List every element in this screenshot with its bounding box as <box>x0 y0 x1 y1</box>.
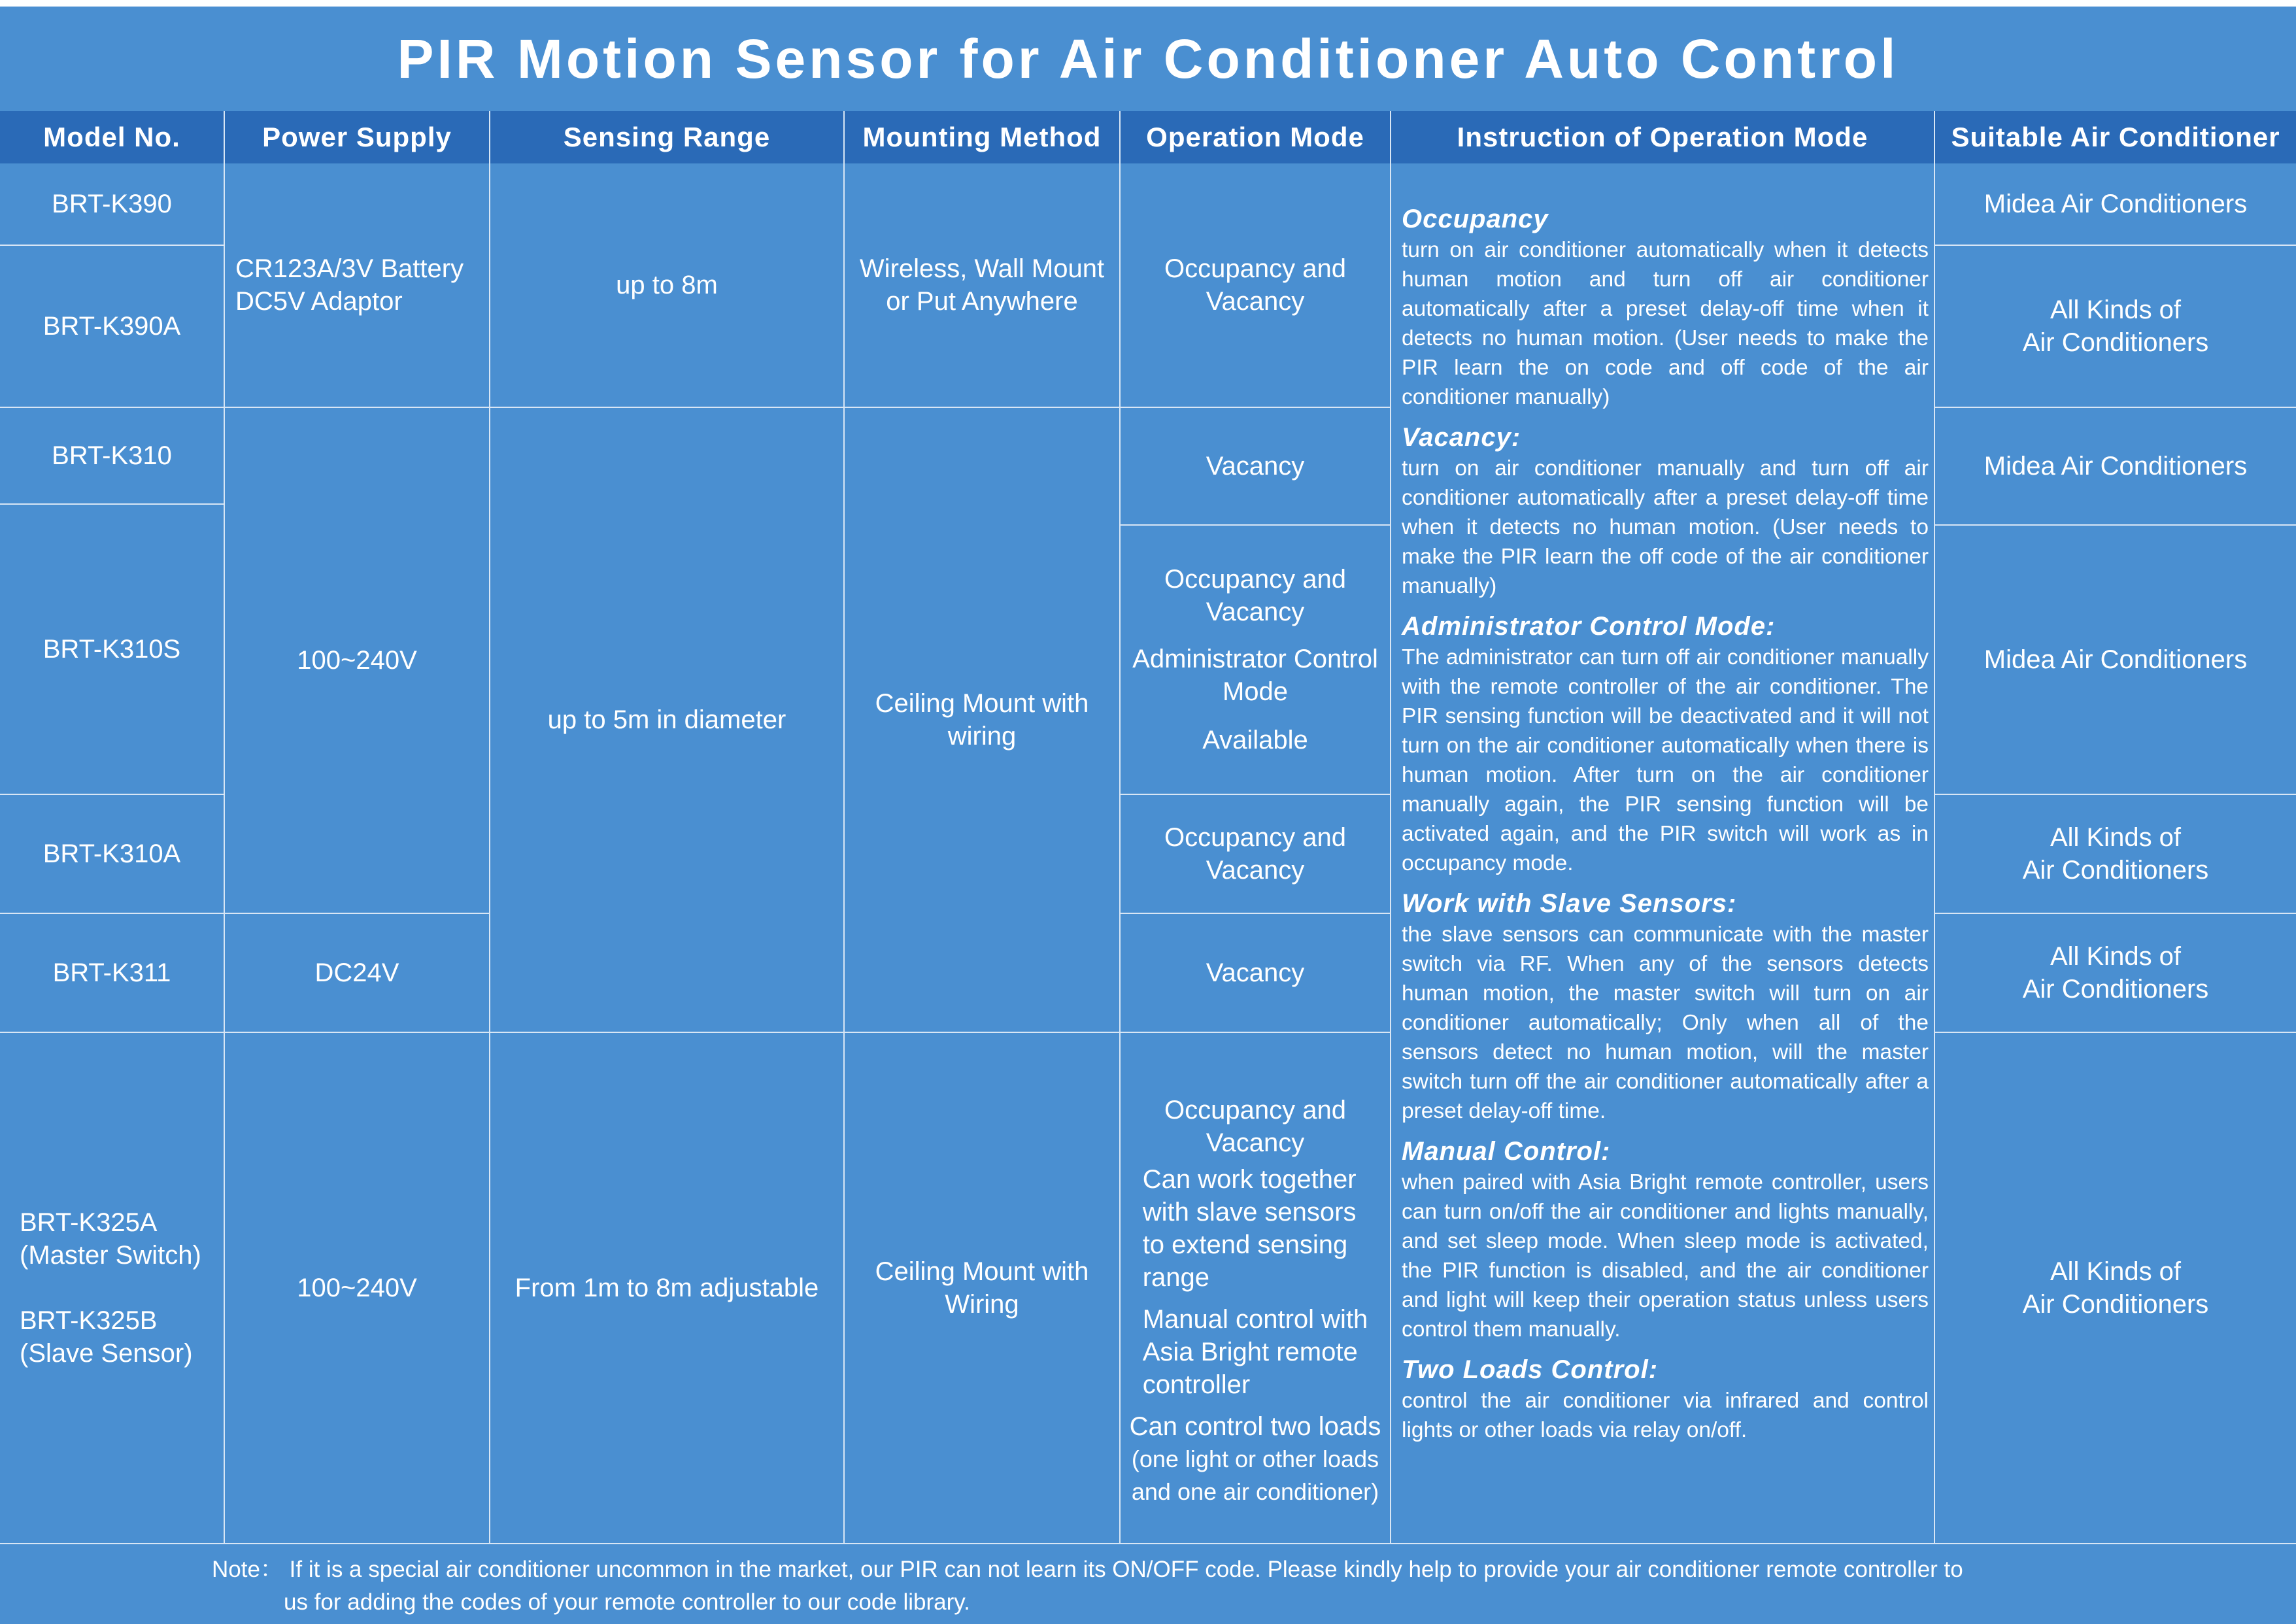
range-cell: up to 5m in diameter <box>490 408 845 1033</box>
section-text: turn on air conditioner manually and turn off air conditioner automatically after a preset delay-off time when it detects no human motion. (User needs to make the PIR learn the off code of the air conditioner manually) <box>1402 456 1929 598</box>
header-instruction: Instruction of Operation Mode <box>1391 111 1935 163</box>
section-text: when paired with Asia Bright remote controller, users can turn on/off the air conditioner and lights manually, and set sleep mode. When sleep mode is activated, the PIR function is disabled, and the air conditioner and light will keep their operation status unless users control them manually. <box>1402 1170 1929 1342</box>
mode-text: Vacancy <box>1206 856 1305 885</box>
section-text: control the air conditioner via infrared and control lights or other loads via relay on/off. <box>1402 1389 1929 1442</box>
mode-text: Can work together <box>1142 1165 1357 1194</box>
section-heading: Vacancy: <box>1402 423 1521 452</box>
mounting-cell <box>845 1033 1121 1544</box>
suitable-text: All Kinds of <box>2050 1257 2182 1286</box>
mode-text: (one light or other loads <box>1131 1446 1379 1472</box>
instruction-section <box>1402 1135 1929 1344</box>
mode-cell: Vacancy <box>1121 408 1391 526</box>
model-cell: BRT-K311 <box>0 914 225 1033</box>
instruction-section <box>1402 887 1929 1126</box>
section-heading: Work with Slave Sensors: <box>1402 889 1737 918</box>
model-name: BRT-K325B <box>20 1306 158 1335</box>
suitable-text: Air Conditioners <box>2022 975 2209 1004</box>
suitable-cell <box>1935 246 2296 408</box>
section-heading: Administrator Control Mode: <box>1402 612 1776 641</box>
model-note: (Slave Sensor) <box>20 1339 193 1368</box>
model-cell: BRT-K310A <box>0 795 225 914</box>
mounting-text: wiring <box>947 722 1017 751</box>
mounting-cell <box>845 163 1121 408</box>
mode-text: Asia Bright remote <box>1142 1338 1358 1366</box>
instruction-section <box>1402 421 1929 601</box>
section-text: The administrator can turn off air conditioner manually with the remote controller of the air conditioner. The PIR sensing function will be deactivated and it will not turn on the air conditioner automatically when there is human motion. After turn on the air conditioner manually again, the PIR sensing function will be activated again, and the PIR switch will work as in occupancy mode. <box>1402 645 1929 875</box>
section-text: the slave sensors can communicate with the master switch via RF. When any of the sensors detects human motion, the master switch will turn on air conditioner automatically; Only when all of the sensors detect no human motion, will the master switch turn off the air conditioner automatically after a preset delay-off time. <box>1402 922 1929 1123</box>
power-cell: 100~240V <box>225 1033 490 1544</box>
suitable-cell <box>1935 795 2296 914</box>
mode-text: Available <box>1202 726 1308 754</box>
section-heading: Manual Control: <box>1402 1137 1611 1166</box>
model-cell: BRT-K390A <box>0 246 225 408</box>
mounting-text: Wireless, Wall Mount <box>859 254 1105 283</box>
mode-text: Can control two loads <box>1129 1412 1381 1441</box>
suitable-cell: Midea Air Conditioners <box>1935 163 2296 246</box>
suitable-text: Air Conditioners <box>2022 856 2209 885</box>
mounting-text: Ceiling Mount with <box>875 689 1089 718</box>
header-range: Sensing Range <box>490 111 845 163</box>
page-title: PIR Motion Sensor for Air Conditioner Auto Control <box>397 27 1899 90</box>
model-note: (Master Switch) <box>20 1241 201 1270</box>
header-mounting: Mounting Method <box>845 111 1121 163</box>
mode-text: to extend sensing <box>1142 1230 1348 1259</box>
footnote <box>0 1544 2296 1624</box>
mode-text: Mode <box>1222 677 1289 706</box>
mode-text: Occupancy and <box>1164 254 1346 283</box>
range-cell: up to 8m <box>490 163 845 408</box>
mounting-cell <box>845 408 1121 1033</box>
mode-text: Administrator Control <box>1132 645 1378 673</box>
suitable-cell: Midea Air Conditioners <box>1935 408 2296 526</box>
mode-text: range <box>1142 1263 1209 1292</box>
instruction-section <box>1402 610 1929 878</box>
suitable-cell <box>1935 1033 2296 1544</box>
mode-cell <box>1121 163 1391 408</box>
power-cell <box>225 163 490 408</box>
header-power: Power Supply <box>225 111 490 163</box>
suitable-text: Air Conditioners <box>2022 328 2209 357</box>
mode-text: Occupancy and <box>1164 1096 1346 1125</box>
instruction-section <box>1402 203 1929 412</box>
header-suitable: Suitable Air Conditioner <box>1935 111 2296 163</box>
mode-cell <box>1121 1033 1391 1544</box>
mode-text: Vacancy <box>1206 1128 1305 1157</box>
model-cell: BRT-K310 <box>0 408 225 505</box>
section-text: turn on air conditioner automatically when it detects human motion and turn off air conditioner automatically after a preset delay-off time when it detects no human motion. (User needs to make the PIR learn the on code and off code of the air conditioner manually) <box>1402 238 1929 409</box>
suitable-text: Air Conditioners <box>2022 1290 2209 1319</box>
mode-cell <box>1121 526 1391 795</box>
instruction-panel <box>1391 163 1935 1544</box>
header-model: Model No. <box>0 111 225 163</box>
mounting-text: or Put Anywhere <box>886 287 1078 316</box>
instruction-section <box>1402 1353 1929 1445</box>
section-heading: Two Loads Control: <box>1402 1355 1659 1384</box>
mode-cell: Vacancy <box>1121 914 1391 1033</box>
power-cell: DC24V <box>225 914 490 1033</box>
mode-text: and one air conditioner) <box>1131 1478 1379 1505</box>
mounting-text: Ceiling Mount with <box>875 1257 1089 1286</box>
mode-text: Occupancy and <box>1164 565 1346 594</box>
suitable-cell: Midea Air Conditioners <box>1935 526 2296 795</box>
header-mode: Operation Mode <box>1121 111 1391 163</box>
power-text: CR123A/3V Battery <box>235 254 464 283</box>
model-cell: BRT-K390 <box>0 163 225 246</box>
suitable-text: All Kinds of <box>2050 942 2182 971</box>
mounting-text: Wiring <box>945 1290 1019 1319</box>
mode-text: Vacancy <box>1206 287 1305 316</box>
mode-text: Occupancy and <box>1164 823 1346 852</box>
mode-text: Manual control with <box>1142 1305 1368 1334</box>
model-cell: BRT-K310S <box>0 505 225 795</box>
power-cell: 100~240V <box>225 408 490 914</box>
suitable-text: All Kinds of <box>2050 823 2182 852</box>
mode-text: Vacancy <box>1206 598 1305 626</box>
model-cell <box>0 1033 225 1544</box>
power-text: DC5V Adaptor <box>235 287 403 316</box>
suitable-text: All Kinds of <box>2050 296 2182 324</box>
top-border <box>0 0 2296 7</box>
footnote-line: us for adding the codes of your remote controller to our code library. <box>284 1589 970 1615</box>
range-cell: From 1m to 8m adjustable <box>490 1033 845 1544</box>
mode-text: with slave sensors <box>1142 1198 1357 1226</box>
model-name: BRT-K325A <box>20 1208 158 1237</box>
section-heading: Occupancy <box>1402 205 1549 233</box>
mode-text: controller <box>1142 1370 1251 1399</box>
suitable-cell <box>1935 914 2296 1033</box>
footnote-line: Note： If it is a special air conditioner uncommon in the market, our PIR can not learn its ON/OFF code. Please kindly help to provide your air conditioner remote controller to <box>212 1557 1963 1582</box>
mode-cell <box>1121 795 1391 914</box>
